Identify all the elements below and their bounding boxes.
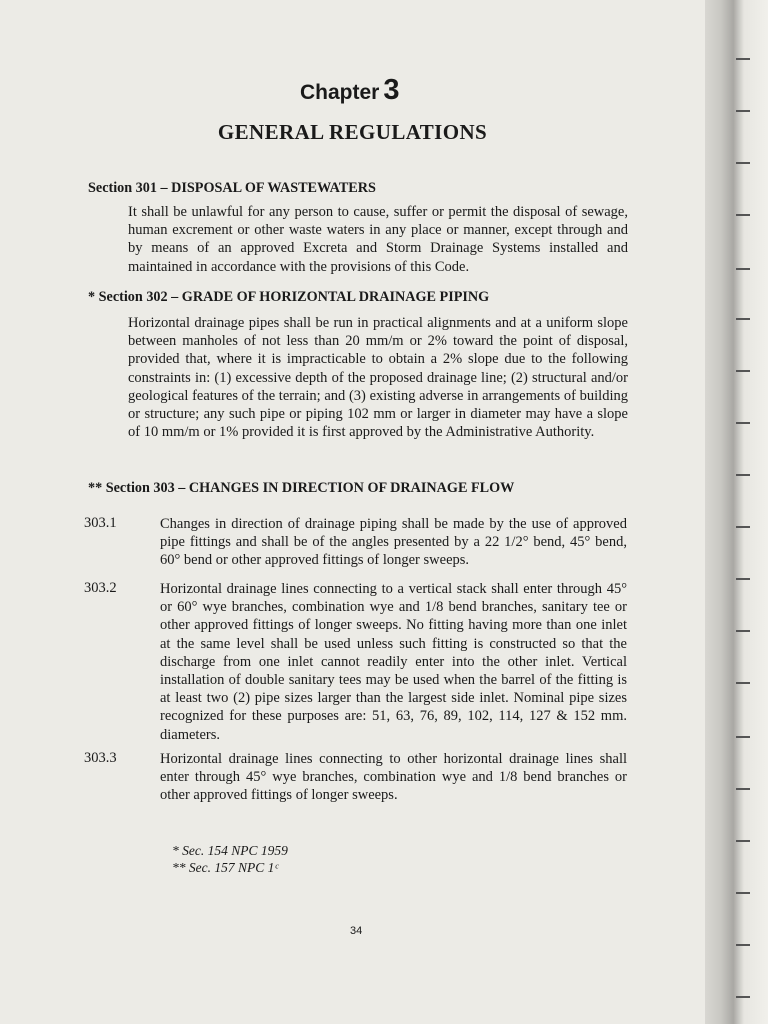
chapter-number: 3 bbox=[383, 74, 400, 106]
edge-mark bbox=[736, 162, 750, 164]
item-number: 303.1 bbox=[84, 515, 117, 531]
section-303-heading: ** Section 303 – CHANGES IN DIRECTION OF DRAINAGE FLOW bbox=[88, 480, 515, 496]
edge-mark bbox=[736, 370, 750, 372]
edge-mark bbox=[736, 422, 750, 424]
edge-mark bbox=[736, 58, 750, 60]
section-302-body: Horizontal drainage pipes shall be run in practical alignments and at a uniform slope between manholes of not less than 20 mm/m or 2% toward the point of disposal, provided that, where it is impracticable to obtain a 2% slope due to the following constraints in: (1) excessive depth of the proposed drainage line; (2) structural and/or geological features of the terrain; and (3) existing adverse in arrangements of building or structure; any such pipe or piping 102 mm or larger in diameter may have a slope of 10 mm/m or 1% provided it is first approved by the Administrative Authority. bbox=[128, 315, 628, 441]
footnote: ** Sec. 157 NPC 1ᶜ bbox=[172, 860, 278, 875]
edge-mark bbox=[736, 840, 750, 842]
edge-mark bbox=[736, 318, 750, 320]
item-303-1-text: Changes in direction of drainage piping shall be made by the use of approved pipe fittings and shall be of the angles presented by a 22 1/2° bend, 45° bend, 60° bend or other approved fittings of longer sweeps. bbox=[160, 516, 627, 569]
item-303-3-text: Horizontal drainage lines connecting to other horizontal drainage lines shall enter through 45° wye branches, combination wye and 1/8 bend branches or other approved fittings of longer sweeps. bbox=[160, 751, 627, 804]
edge-mark bbox=[736, 526, 750, 528]
page-number: 34 bbox=[350, 925, 363, 937]
edge-mark bbox=[736, 944, 750, 946]
edge-mark bbox=[736, 788, 750, 790]
edge-mark bbox=[736, 736, 750, 738]
footnote: * Sec. 154 NPC 1959 bbox=[172, 843, 288, 858]
chapter-word: Chapter bbox=[300, 81, 380, 104]
item-303-2-text: Horizontal drainage lines connecting to a vertical stack shall enter through 45° or 60° wye branches, combination wye and 1/8 bend branches, sanitary tee or other approved fittings of longer sweeps. No fitting having more than one inlet at the same level shall be used unless such fitting is constructed so that the discharge from one inlet cannot readily enter into the other inlet. Vertical installation of double sanitary tees may be used when the barrel of the fitting is at least two (2) pipe sizes larger than the largest side inlet. Nominal pipe sizes recognized for these purposes are: 51, 63, 76, 89, 102, 114, 127 & 152 mm. diameters. bbox=[160, 581, 627, 743]
edge-mark bbox=[736, 630, 750, 632]
item-number: 303.2 bbox=[84, 580, 117, 596]
page-edge-shadow bbox=[705, 0, 768, 1024]
edge-mark bbox=[736, 996, 750, 998]
edge-mark bbox=[736, 578, 750, 580]
chapter-label bbox=[300, 74, 470, 107]
section-302-heading: * Section 302 – GRADE OF HORIZONTAL DRAINAGE PIPING bbox=[88, 289, 490, 305]
chapter-title: GENERAL REGULATIONS bbox=[217, 120, 488, 144]
item-number: 303.3 bbox=[84, 750, 117, 766]
edge-mark bbox=[736, 110, 750, 112]
edge-mark bbox=[736, 214, 750, 216]
edge-mark bbox=[736, 682, 750, 684]
edge-mark bbox=[736, 474, 750, 476]
edge-mark bbox=[736, 268, 750, 270]
section-301-body: It shall be unlawful for any person to cause, suffer or permit the disposal of sewage, human excrement or other waste waters in any place or manner, except through and by means of an approved Excreta and Storm Drainage Systems installed and maintained in accordance with the provisions of this Code. bbox=[128, 204, 628, 275]
section-301-heading: Section 301 – DISPOSAL OF WASTEWATERS bbox=[88, 180, 376, 196]
edge-mark bbox=[736, 892, 750, 894]
